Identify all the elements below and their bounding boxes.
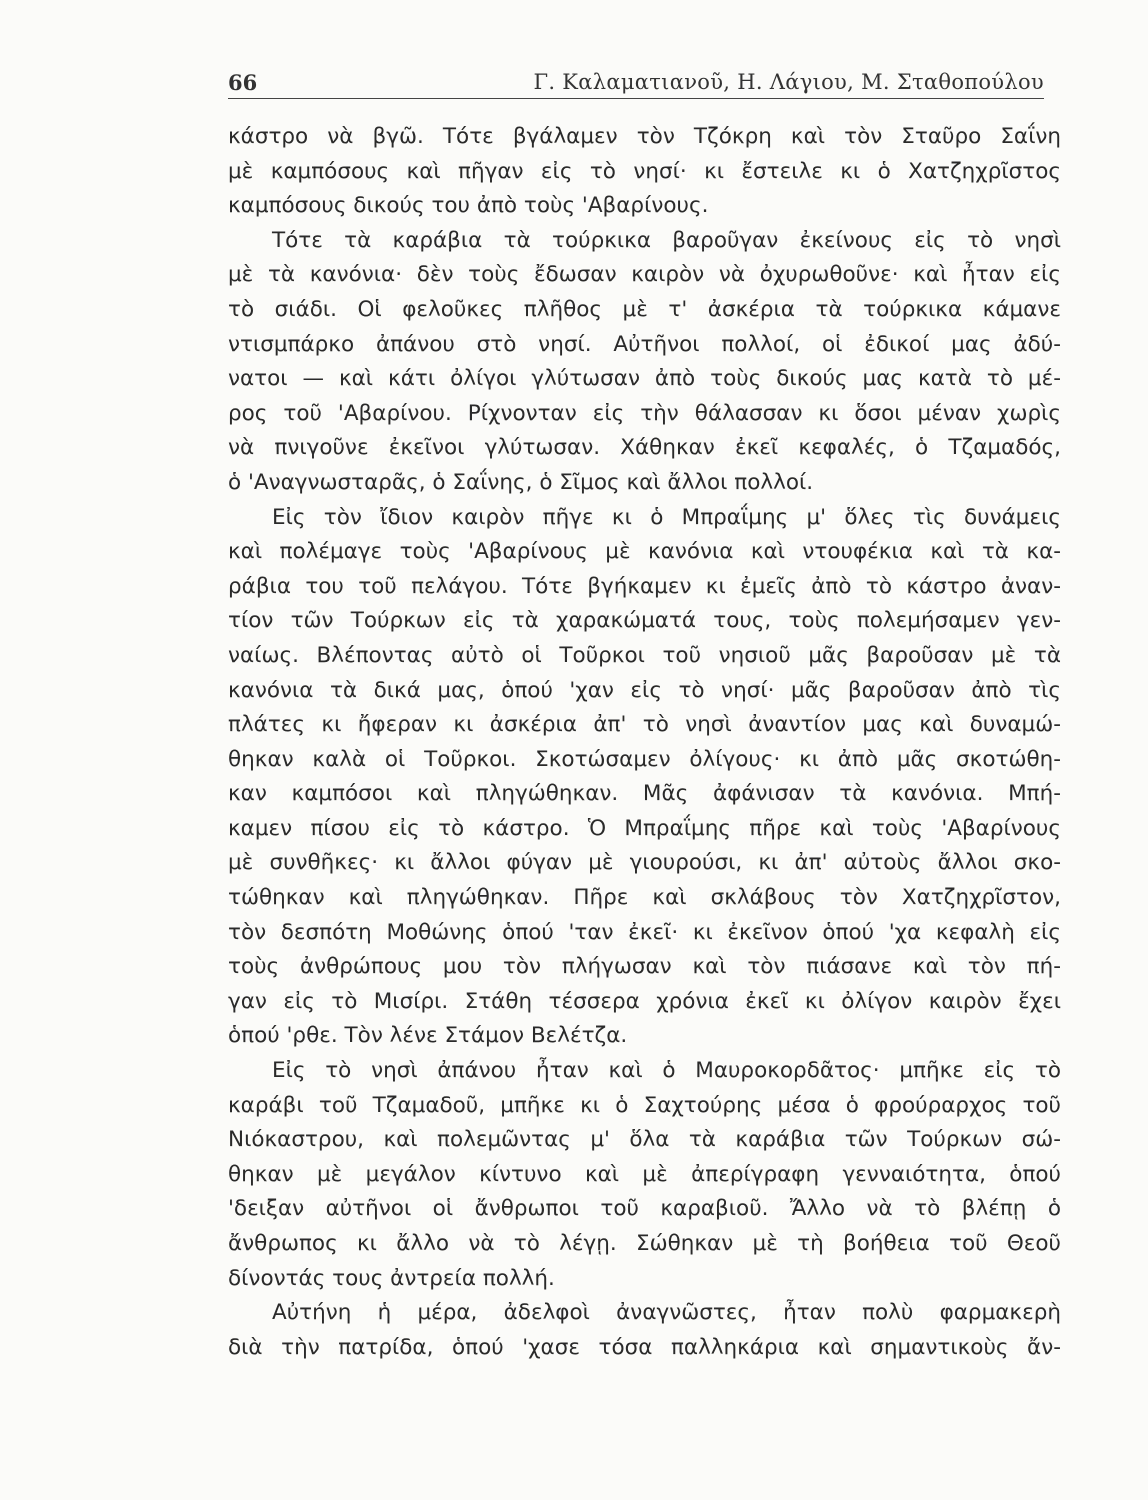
text-line: τώθηκαν καὶ πληγώθηκαν. Πῆρε καὶ σκλάβους τὸν Χατζηχρῖστον, (228, 885, 1061, 911)
body-text (228, 120, 1061, 1365)
text-line: ἄνθρωπος κι ἄλλο νὰ τὸ λέγῃ. Σώθηκαν μὲ τὴ βοήθεια τοῦ Θεοῦ (228, 1231, 1061, 1256)
text-line: γαν εἰς τὸ Μισίρι. Στάθη τέσσερα χρόνια ἐκεῖ κι ὀλίγον καιρὸν ἔχει (228, 988, 1061, 1014)
text-line: θηκαν μὲ μεγάλον κίντυνο καὶ μὲ ἀπερίγραφη γενναιότητα, ὁπού (228, 1161, 1061, 1187)
text-line: Νιόκαστρου, καὶ πολεμῶντας μ' ὅλα τὰ καράβια τῶν Τούρκων σώ- (228, 1127, 1061, 1153)
text-line: τοὺς ἀνθρώπους μου τὸν πλήγωσαν καὶ τὸν πιάσανε καὶ τὸν πή- (228, 954, 1061, 980)
text-line: καμπόσους δικούς του ἀπὸ τοὺς 'Αβαρίνους. (228, 193, 709, 219)
text-line: ναίως. Βλέποντας αὐτὸ οἱ Τοῦρκοι τοῦ νησιοῦ μᾶς βαροῦσαν μὲ τὰ (228, 642, 1061, 668)
text-line: νὰ πνιγοῦνε ἐκεῖνοι γλύτωσαν. Χάθηκαν ἐκεῖ κεφαλές, ὁ Τζαμαδός, (228, 435, 1061, 461)
text-line: ὁ 'Αναγνωσταρᾶς, ὁ Σαΐνης, ὁ Σῖμος καὶ ἄλλοι πολλοί. (228, 469, 814, 495)
text-line: μὲ τὰ κανόνια· δὲν τοὺς ἔδωσαν καιρὸν νὰ ὀχυρωθοῦνε· καὶ ἦταν εἰς (228, 262, 1061, 288)
text-line: καὶ πολέμαγε τοὺς 'Αβαρίνους μὲ κανόνια καὶ ντουφέκια καὶ τὰ κα- (228, 539, 1061, 565)
text-line: δίνοντάς τους ἀντρεία πολλή. (228, 1265, 555, 1291)
running-header (228, 68, 1044, 99)
text-line: ράβια του τοῦ πελάγου. Τότε βγήκαμεν κι ἐμεῖς ἀπὸ τὸ κάστρο ἀναν- (228, 573, 1061, 599)
page-number: 66 (228, 70, 258, 95)
text-line: τὸ σιάδι. Οἱ φελοῦκες πλῆθος μὲ τ' ἀσκέρια τὰ τούρκικα κάμανε (228, 296, 1061, 322)
text-line: μὲ συνθῆκες· κι ἄλλοι φύγαν μὲ γιουρούσι, κι ἀπ' αὐτοὺς ἄλλοι σκο- (228, 850, 1061, 876)
text-line: διὰ τὴν πατρίδα, ὁπού 'χασε τόσα παλληκάρια καὶ σημαντικοὺς ἄν- (228, 1334, 1061, 1360)
text-line: κανόνια τὰ δικά μας, ὁπού 'χαν εἰς τὸ νησί· μᾶς βαροῦσαν ἀπὸ τὶς (228, 677, 1061, 703)
text-line: ντισμπάρκο ἀπάνου στὸ νησί. Αὐτῆνοι πολλοί, οἱ ἐδικοί μας ἀδύ- (228, 331, 1061, 357)
text-line: τίον τῶν Τούρκων εἰς τὰ χαρακώματά τους, τοὺς πολεμήσαμεν γεν- (228, 608, 1061, 634)
text-line: καμεν πίσου εἰς τὸ κάστρο. Ὁ Μπραΐμης πῆρε καὶ τοὺς 'Αβαρίνους (228, 815, 1061, 841)
running-head-authors: Γ. Καλαματιανοῦ, Η. Λάγιου, Μ. Σταθοπούλου (533, 70, 1044, 94)
text-line: Τότε τὰ καράβια τὰ τούρκικα βαροῦγαν ἐκείνους εἰς τὸ νησὶ (272, 227, 1061, 253)
text-line: ρος τοῦ 'Αβαρίνου. Ρίχνονταν εἰς τὴν θάλασσαν κι ὅσοι μέναν χωρὶς (228, 400, 1061, 426)
text-line: Εἰς τὸν ἴδιον καιρὸν πῆγε κι ὁ Μπραΐμης μ' ὅλες τὶς δυνάμεις (272, 504, 1061, 530)
text-line: πλάτες κι ἤφεραν κι ἀσκέρια ἀπ' τὸ νησὶ ἀναντίον μας καὶ δυναμώ- (228, 712, 1061, 738)
text-line: 'δειξαν αὐτῆνοι οἱ ἄνθρωποι τοῦ καραβιοῦ. Ἄλλο νὰ τὸ βλέπῃ ὁ (228, 1196, 1061, 1222)
text-line: νατοι — καὶ κάτι ὀλίγοι γλύτωσαν ἀπὸ τοὺς δικούς μας κατὰ τὸ μέ- (228, 366, 1061, 392)
text-line: καράβι τοῦ Τζαμαδοῦ, μπῆκε κι ὁ Σαχτούρης μέσα ὁ φρούραρχος τοῦ (228, 1092, 1061, 1118)
text-line: θηκαν καλὰ οἱ Τοῦρκοι. Σκοτώσαμεν ὀλίγους· κι ἀπὸ μᾶς σκοτώθη- (228, 746, 1061, 772)
text-line: κάστρο νὰ βγῶ. Τότε βγάλαμεν τὸν Τζόκρη καὶ τὸν Σταῦρο Σαΐνη (228, 124, 1061, 149)
text-line: Αὐτήνη ἡ μέρα, ἀδελφοὶ ἀναγνῶστες, ἦταν πολὺ φαρμακερὴ (272, 1300, 1061, 1326)
text-line: ὁπού 'ρθε. Τὸν λένε Στάμον Βελέτζα. (228, 1023, 628, 1049)
text-line: τὸν δεσπότη Μοθώνης ὁπού 'ταν ἐκεῖ· κι ἐκεῖνον ὁπού 'χα κεφαλὴ εἰς (228, 919, 1061, 945)
text-line: μὲ καμπόσους καὶ πῆγαν εἰς τὸ νησί· κι ἔστειλε κι ὁ Χατζηχρῖστος (228, 158, 1061, 184)
text-line: Εἰς τὸ νησὶ ἀπάνου ἦταν καὶ ὁ Μαυροκορδᾶτος· μπῆκε εἰς τὸ (272, 1058, 1061, 1084)
text-line: καν καμπόσοι καὶ πληγώθηκαν. Μᾶς ἀφάνισαν τὰ κανόνια. Μπή- (228, 781, 1061, 807)
